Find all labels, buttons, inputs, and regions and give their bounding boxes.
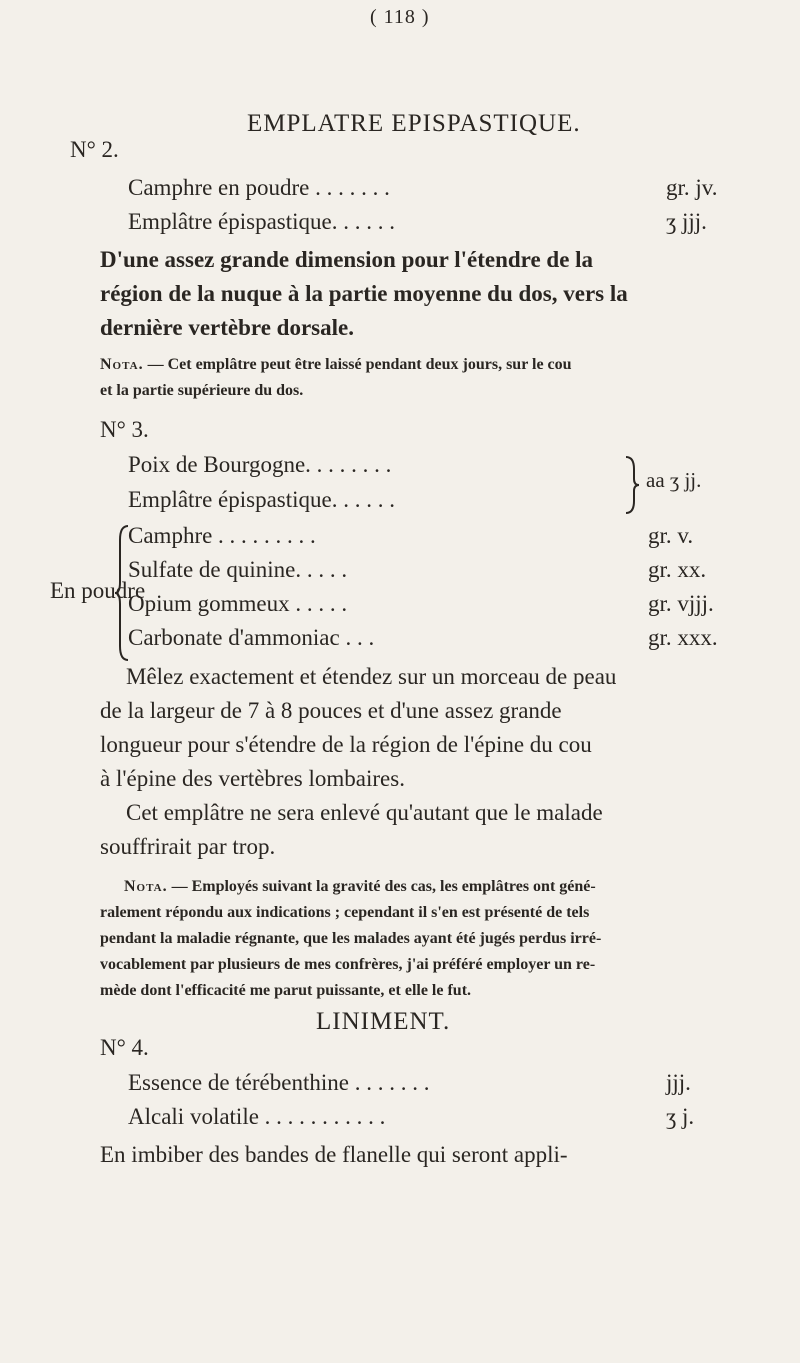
paragraph [100, 660, 616, 864]
text-line: D'une assez grande dimension pour l'étendre de la [100, 247, 594, 272]
note-text: vocablement par plusieurs de mes confrères, j'ai préféré employer un re- [100, 956, 596, 973]
ingredient-name: Camphre en poudre . . . . . . . [128, 175, 390, 200]
text-line: longueur pour s'étendre de la région de l'épine du cou [100, 732, 592, 757]
note-text: pendant la maladie régnante, que les malades ayant été jugés perdus irré- [100, 930, 602, 947]
ingredient-row [128, 1104, 748, 1134]
paragraph [100, 1138, 568, 1172]
section-title-liniment: LINIMENT. [316, 1008, 451, 1035]
ingredient-row [128, 452, 628, 482]
ingredient-quantity: gr. vjjj. [648, 591, 714, 616]
recipe-number: N° 4. [100, 1035, 149, 1060]
text-line: souffrirait par trop. [100, 834, 276, 859]
ingredient-quantity: gr. xx. [648, 557, 707, 582]
ingredient-name: Opium gommeux . . . . . [128, 591, 348, 616]
shared-quantity: aa ʒ jj. [646, 468, 702, 492]
ingredient-quantity: jjj. [666, 1070, 691, 1095]
ingredient-name: Carbonate d'ammoniac . . . [128, 625, 375, 650]
note-text: ralement répondu aux indications ; cependant il s'en est présenté de tels [100, 904, 590, 921]
nota-block [100, 874, 601, 1004]
ingredient-quantity: gr. xxx. [648, 625, 718, 650]
nota-label: Nota. [124, 878, 168, 895]
page-number: ( 118 ) [370, 6, 430, 28]
ingredient-name: Emplâtre épispastique. . . . . . [128, 209, 395, 234]
nota-label: Nota. [100, 356, 144, 373]
text-line: Cet emplâtre ne sera enlevé qu'autant que le malade [126, 800, 603, 825]
ingredient-name: Alcali volatile . . . . . . . . . . . [128, 1104, 386, 1129]
recipe-number: N° 2. [70, 137, 119, 162]
text-line: région de la nuque à la partie moyenne du dos, vers la [100, 281, 628, 306]
ingredient-row [128, 1070, 748, 1100]
ingredient-quantity: gr. jv. [666, 175, 718, 200]
ingredient-row [128, 625, 748, 655]
ingredient-row [128, 209, 748, 239]
text-line: Mêlez exactement et étendez sur un morceau de peau [126, 664, 617, 689]
note-text: et la partie supérieure du dos. [100, 382, 304, 399]
ingredient-quantity: ʒ j. [666, 1104, 695, 1129]
ingredient-row [128, 591, 748, 621]
ingredient-quantity: ʒ jjj. [666, 209, 707, 234]
paragraph [100, 243, 628, 345]
text-line: En imbiber des bandes de flanelle qui seront appli- [100, 1142, 568, 1167]
ingredient-name: Poix de Bourgogne. . . . . . . . [128, 452, 392, 477]
recipe-number: N° 3. [100, 417, 149, 442]
ingredient-name: Emplâtre épispastique. . . . . . [128, 487, 395, 512]
note-text: — Cet emplâtre peut être laissé pendant deux jours, sur le cou [147, 356, 572, 373]
ingredient-name: Essence de térébenthine . . . . . . . [128, 1070, 430, 1095]
nota-block [100, 352, 572, 404]
text-line: de la largeur de 7 à 8 pouces et d'une assez grande [100, 698, 562, 723]
ingredient-name: Camphre . . . . . . . . . [128, 523, 316, 548]
right-brace-icon [624, 455, 640, 515]
note-text: mède dont l'efficacité me parut puissante, et elle le fut. [100, 982, 472, 999]
group-label: En poudre [50, 578, 146, 603]
ingredient-name: Sulfate de quinine. . . . . [128, 557, 348, 582]
ingredient-row [128, 487, 628, 517]
ingredient-quantity: gr. v. [648, 523, 694, 548]
note-text: — Employés suivant la gravité des cas, les emplâtres ont géné- [171, 878, 596, 895]
text-line: à l'épine des vertèbres lombaires. [100, 766, 405, 791]
ingredient-row [128, 523, 748, 553]
text-line: dernière vertèbre dorsale. [100, 315, 354, 340]
ingredient-row [128, 557, 748, 587]
section-title-emplatre: EMPLATRE EPISPASTIQUE. [247, 110, 581, 137]
ingredient-row [128, 175, 748, 205]
